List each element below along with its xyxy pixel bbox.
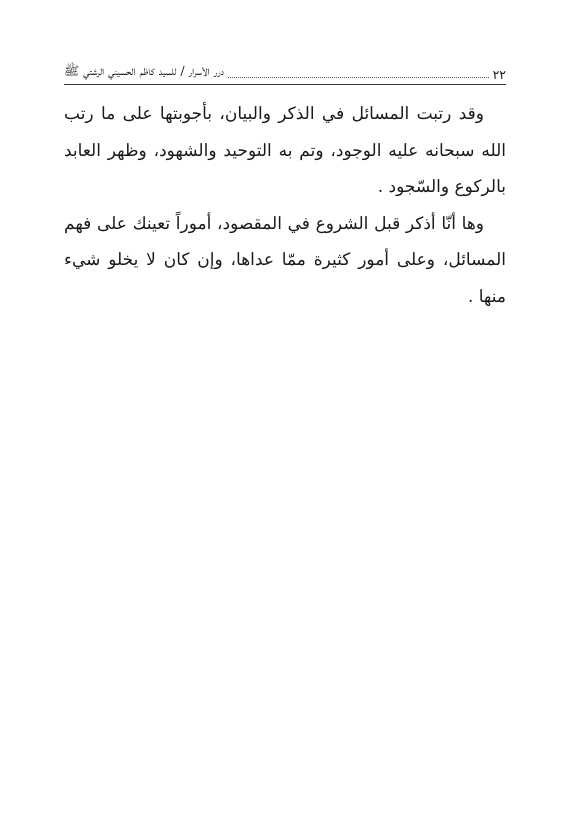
page-number: ٢٢: [492, 67, 506, 82]
main-text: [64, 96, 506, 315]
running-title: درر الأسرار / للسيد كاظم الحسيني الرشتي ﷺ: [64, 63, 224, 78]
running-header: [64, 60, 506, 82]
header-leader-dots: [228, 76, 489, 78]
header-rule: [64, 84, 506, 85]
paragraph: وها أنّا أذكر قبل الشروع في المقصود، أموراً تعينك على فهم المسائل، وعلى أمور كثيرة ممّا عداها، وإن كان لا يخلو شيء منها .: [64, 213, 506, 307]
paragraph: وقد رتبت المسائل في الذكر والبيان، بأجوبتها على ما رتب الله سبحانه عليه الوجود، وتم به التوحيد والشهود، وظهر العابد بالركوع والسّجود .: [64, 104, 506, 197]
